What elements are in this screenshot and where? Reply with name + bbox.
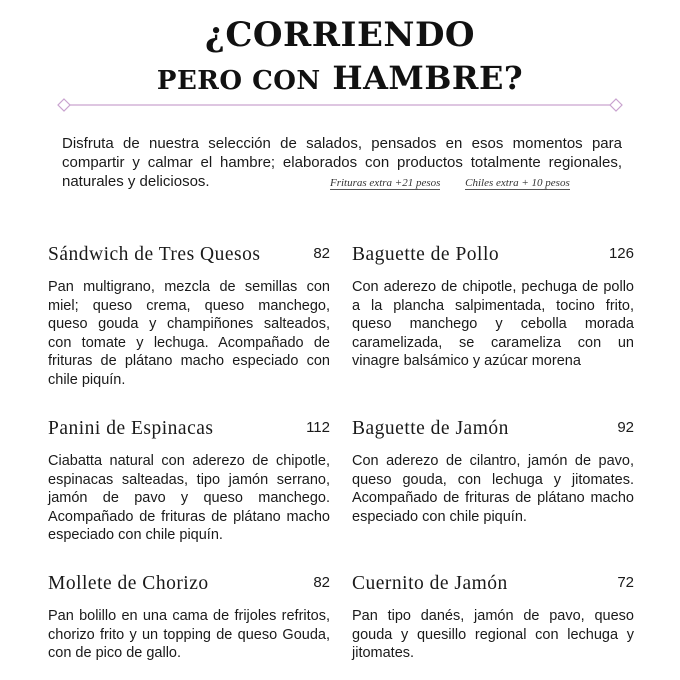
menu-item-header bbox=[352, 573, 634, 597]
menu-item-name: Mollete de Chorizo bbox=[48, 573, 209, 594]
menu-item-description: Con aderezo de chipotle, pechuga de pollo a la plancha salpimentada, tocino frito, queso manchego y cebolla morada caramelizada, se carameliza con un vinagre balsámico y azúcar morena bbox=[352, 279, 634, 369]
menu-item bbox=[48, 418, 330, 545]
menu-item bbox=[352, 573, 634, 663]
page-title-line-1: ¿CORRIENDO bbox=[204, 15, 476, 55]
menu-item-header bbox=[48, 418, 330, 442]
menu-item-description: Ciabatta natural con aderezo de chipotle, espinacas salteadas, tipo jamón serrano, jamón de pavo y queso manchego. Acompañado de frituras de plátano macho especiado con chile piquín. bbox=[48, 453, 330, 543]
menu-item-name: Baguette de Pollo bbox=[352, 244, 500, 265]
diamond-ornament-left-icon bbox=[58, 99, 70, 111]
menu-item-description: Con aderezo de cilantro, jamón de pavo, queso gouda, con lechuga y jitomates. Acompañado de frituras de plátano macho especiado con chile piquín. bbox=[352, 453, 634, 525]
menu-item-price: 82 bbox=[313, 245, 330, 262]
menu-item-name: Sándwich de Tres Quesos bbox=[48, 244, 261, 265]
menu-item-header bbox=[48, 573, 330, 597]
page-title-part-2: HAMBRE? bbox=[332, 59, 524, 97]
menu-item-description: Pan bolillo en una cama de frijoles refritos, chorizo frito y un topping de queso Gouda, con de pico de gallo. bbox=[48, 608, 330, 661]
menu-item-price: 72 bbox=[617, 574, 634, 591]
menu-item-name: Baguette de Jamón bbox=[352, 418, 509, 439]
menu-item-price: 92 bbox=[617, 419, 634, 436]
menu-item bbox=[352, 244, 634, 371]
menu-item bbox=[352, 418, 634, 526]
menu-item bbox=[48, 244, 330, 389]
menu-item bbox=[48, 573, 330, 663]
extras-note bbox=[330, 177, 570, 189]
menu-item-header bbox=[352, 244, 634, 268]
extra-fries-note: Frituras extra +21 pesos bbox=[330, 177, 441, 189]
diamond-ornament-right-icon bbox=[610, 99, 622, 111]
page-title-line-2 bbox=[0, 59, 680, 97]
menu-item-price: 82 bbox=[313, 574, 330, 591]
extra-chiles-note: Chiles extra + 10 pesos bbox=[465, 177, 570, 189]
menu-item-name: Cuernito de Jamón bbox=[352, 573, 508, 594]
menu-item-name: Panini de Espinacas bbox=[48, 418, 214, 439]
title-divider bbox=[57, 98, 623, 112]
menu-item-header bbox=[48, 244, 330, 268]
intro-paragraph: Disfruta de nuestra selección de salados, pensados en esos momentos para compartir y calmar el hambre; elaborados con productos totalmente regionales, naturales y deliciosos. bbox=[62, 135, 622, 190]
menu-item-price: 112 bbox=[306, 419, 330, 436]
menu-item-header bbox=[352, 418, 634, 442]
menu-item-price: 126 bbox=[608, 245, 634, 262]
menu-item-description: Pan tipo danés, jamón de pavo, queso gouda y quesillo regional con lechuga y jitomates. bbox=[352, 608, 634, 661]
page-title-part-1: PERO CON bbox=[156, 66, 321, 96]
menu-item-description: Pan multigrano, mezcla de semillas con miel; queso crema, queso manchego, queso gouda y champiñones salteados, con tomate y lechuga. Acompañado de frituras de plátano macho especiado con chile piquín. bbox=[48, 279, 330, 388]
